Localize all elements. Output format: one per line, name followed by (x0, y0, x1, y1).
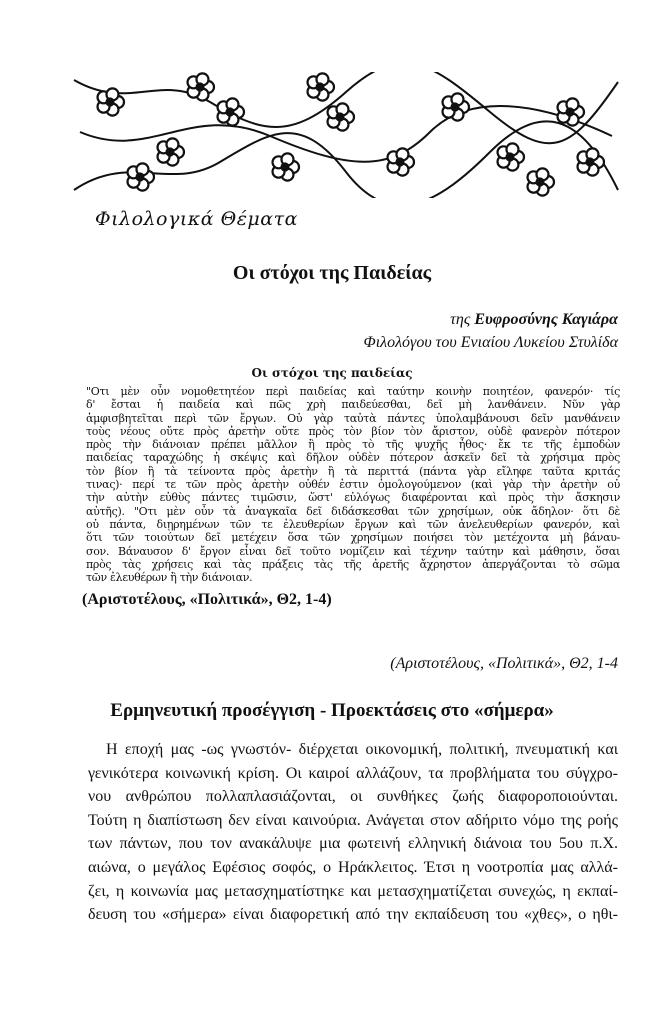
text-line: ζει, η κοινωνία μας μετασχηματίστηκε και μετασχηματίζεται συνεχώς, η εκπαί- (88, 882, 618, 900)
text-line: δ' ἔσται ἡ παιδεία καὶ πῶς χρὴ παιδεύεσθαι, δεῖ μὴ λανθάνειν. Νῦν γὰρ (86, 398, 620, 412)
flower-center (317, 84, 324, 91)
text-line: αὐτῆς). "Οτι μὲν οὖν τὰ ἀναγκαῖα δεῖ διδάσκεσθαι τῶν χρησίμων, οὐκ ἄδηλον· ὅτι δὲ (86, 504, 620, 518)
text-line: νου ανθρώπου πολλαπλασιάζονται, οι συνθήκες ζωής διαφοροποιούνται. (88, 788, 618, 806)
flower-center (197, 84, 204, 91)
text-line: τὴν αὐτὴν εὐθὺς πάντες τιμῶσιν, ὥστ' εὐλόγως διαφέρονται καὶ πρὸς τὴν ἄσκησιν (86, 491, 620, 505)
body-paragraph (88, 738, 618, 927)
quote-citation: (Αριστοτέλους, «Πολιτικά», Θ2, 1-4) (82, 591, 332, 608)
text-line: τὸν βίον ἢ τὰ τείνοντα πρὸς ἀρετὴν ἢ τὰ περιττά (πάντα γὰρ εἴληφε ταῦτα κριτάς (86, 464, 620, 478)
text-line: τινας)· περί τε τῶν πρὸς ἀρετὴν οὐθέν ἐστιν ὁμολογούμενον (καὶ γὰρ τὴν ἀρετὴν οὐ (86, 478, 620, 492)
author-name: Ευφροσύνης Καγιάρα (474, 311, 618, 328)
section-heading: Ερμηνευτική προσέγγιση - Προεκτάσεις στο «σήμερα» (110, 700, 554, 721)
text-line: σον. Βάναυσον δ' ἔργον εἶναι δεῖ τοῦτο νομίζειν καὶ τέχνην ταύτην καὶ μάθησιν, ὅσαι (86, 544, 620, 558)
text-line: τῶν ἐλευθέρων ἢ τὴν διάνοιαν. (86, 571, 253, 585)
text-line: παιδείας ταραχώδης ἡ σκέψις καὶ δῆλον οὐδὲν πότερον ἀσκεῖν δεῖ τὰ χρήσιμα πρὸς (86, 451, 620, 465)
text-line: "Οτι μὲν οὖν νομοθετητέον περὶ παιδείας καὶ ταύτην κοινὴν ποιητέον, φανερόν· τίς (86, 385, 620, 398)
text-line: τοὺς νέους οὔτε πρὸς ἀρετὴν οὔτε πρὸς τὸν βίον τὸν ἄριστον, οὐδὲ φανερὸν πότερον (86, 424, 620, 438)
text-line: των πάντων, που τον ανακάλυψε μια φωτεινή ελληνική διάνοια του 5ου π.Χ. (88, 835, 618, 853)
flower-center (397, 159, 404, 166)
text-line: δευση του «σήμερα» είναι διαφορετική από την εκπαίδευση του «χθες», ο ηθι- (88, 906, 618, 924)
flower-center (167, 149, 174, 156)
text-line: πρὸς τὰς χρήσεις καὶ τὰς πράξεις τὰς τῆς ἀρετῆς ἄχρηστον ἀπεργάζονται τὸ σῶμα (86, 557, 620, 571)
author-line (450, 311, 618, 329)
author-prefix: της (450, 311, 471, 328)
flower-center (282, 164, 289, 171)
text-line: ὅτι τῶν τοιούτων δεῖ μετέχειν ὅσα τῶν χρησίμων ποιήσει τὸν μετέχοντα μὴ βάναυ- (86, 531, 620, 545)
ancient-greek-quote (86, 385, 620, 584)
quote-citation-italic: (Αριστοτέλους, «Πολιτικά», Θ2, 1-4 (390, 655, 618, 672)
author-affiliation: Φιλολόγου του Ενιαίου Λυκείου Στυλίδα (363, 334, 618, 351)
flower-center (137, 174, 144, 181)
text-line: ἀμφισβητεῖται περὶ τῶν ἔργων. Οὐ γὰρ ταὐτὰ πάντες ὑπολαμβάνουσι δεῖν μανθάνειν (86, 411, 620, 425)
text-line: Η εποχή μας -ως γνωστόν- διέρχεται οικονομική, πολιτική, πνευματική και (106, 741, 618, 758)
text-line: οὐ πάντα, διῃρημένων τῶν τε ἐλευθερίων ἔργων καὶ τῶν ἀνελευθερίων φανερόν, καὶ (86, 517, 620, 531)
section-label: Φιλολογικά Θέματα (95, 208, 298, 230)
flower-center (567, 109, 574, 116)
article-title: Οι στόχοι της Παιδείας (232, 262, 432, 284)
text-line: Τούτη η διαπίστωση δεν είναι καινούρια. Ανάγεται στον αδήριτο νόμο της ροής (88, 811, 618, 829)
text-line: πρὸς τὴν διάνοιαν πρέπει μᾶλλον ἢ πρὸς τὸ τῆς ψυχῆς ἦθος· ἔκ τε τῆς ἐμποδὼν (86, 438, 620, 452)
floral-ornament-band (70, 72, 622, 198)
flower-center (537, 179, 544, 186)
flower-center (452, 104, 459, 111)
quote-heading: Οι στόχοι της παιδείας (251, 366, 413, 380)
flower-center (107, 99, 114, 106)
text-line: αιώνα, ο μεγάλος Εφέσιος σοφός, ο Ηράκλειτος. Έτσι η νοοτροπία μας αλλά- (88, 858, 618, 876)
flower-center (507, 154, 514, 161)
flower-center (587, 159, 594, 166)
text-line: γενικότερα κοινωνική κρίση. Οι καιροί αλλάζουν, τα προβλήματα του σύγχρο- (88, 764, 618, 782)
flower-center (337, 114, 344, 121)
flower-center (227, 109, 234, 116)
